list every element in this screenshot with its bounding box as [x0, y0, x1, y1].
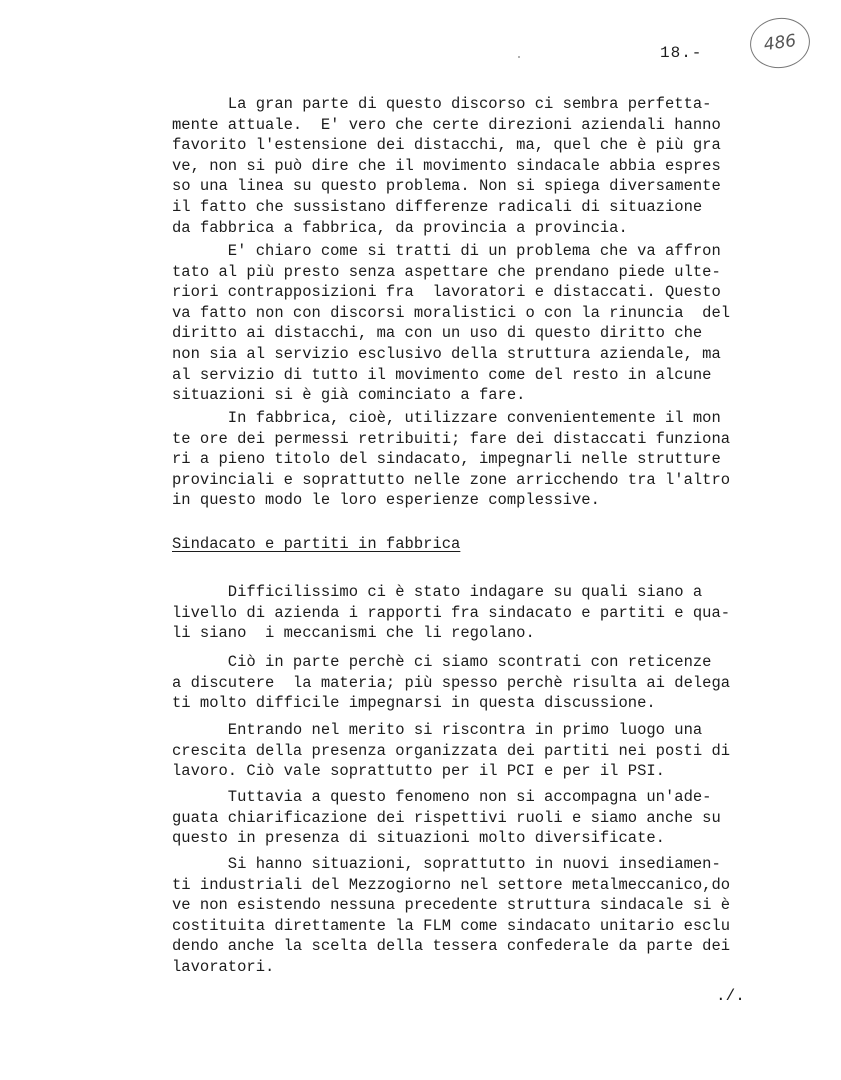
- section-paragraph: Ciò in parte perchè ci siamo scontrati con reticenze a discutere la materia; più spesso perchè risulta ai delega ti molto difficile impegnarsi in questa discussione.: [172, 653, 731, 713]
- archive-stamp: 486: [747, 14, 813, 72]
- body-paragraph: La gran parte di questo discorso ci sembra perfetta- mente attuale. E' vero che certe direzioni aziendali hanno favorito l'estensione dei distacchi, ma, quel che è più gra ve, non si può dire che il movimento sindacale abbia espres so una linea su questo problema. Non si spiega diversamente il fatto che sussistano differenze radicali di situazione da fabbrica a fabbrica, da provincia a provincia.: [172, 95, 721, 237]
- section-paragraph: Entrando nel merito si riscontra in primo luogo una crescita della presenza organizzata dei partiti nei posti di lavoro. Ciò vale soprattutto per il PCI e per il PSI.: [172, 721, 731, 781]
- body-paragraph: In fabbrica, cioè, utilizzare convenientemente il mon te ore dei permessi retribuiti; fare dei distaccati funziona ri a pieno titolo del sindacato, impegnarli nelle strutture provinciali e soprattutto nelle zone arricchendo tra l'altro in questo modo le loro esperienze complessive.: [172, 409, 731, 510]
- section-paragraph: Si hanno situazioni, soprattutto in nuovi insediamen- ti industriali del Mezzogiorno nel settore metalmeccanico,do ve non esistendo nessuna precedente struttura sindacale si è costituita direttamente la FLM come sindacato unitario esclu dendo anche la scelta della tessera confederale da parte dei lavoratori.: [172, 855, 731, 976]
- section-paragraph: Difficilissimo ci è stato indagare su quali siano a livello di azienda i rapporti fra sindacato e partiti e qua- li siano i meccanismi che li regolano.: [172, 583, 731, 643]
- scan-speck: [518, 56, 520, 58]
- section-paragraph: Tuttavia a questo fenomeno non si accompagna un'ade- guata chiarificazione dei rispettivi ruoli e siamo anche su questo in presenza di situazioni molto diversificate.: [172, 788, 721, 848]
- page-number: 18.-: [660, 44, 703, 62]
- section-heading: Sindacato e partiti in fabbrica: [172, 535, 461, 553]
- continuation-mark: ./.: [716, 987, 745, 1005]
- body-paragraph: E' chiaro come si tratti di un problema che va affron tato al più presto senza aspettare che prendano piede ulte- riori contrapposizioni fra lavoratori e distaccati. Questo va fatto non con discorsi moralistici o con la rinuncia del diritto ai distacchi, ma con un uso di questo diritto che non sia al servizio esclusivo della struttura aziendale, ma al servizio di tutto il movimento come del resto in alcune situazioni si è già cominciato a fare.: [172, 242, 731, 405]
